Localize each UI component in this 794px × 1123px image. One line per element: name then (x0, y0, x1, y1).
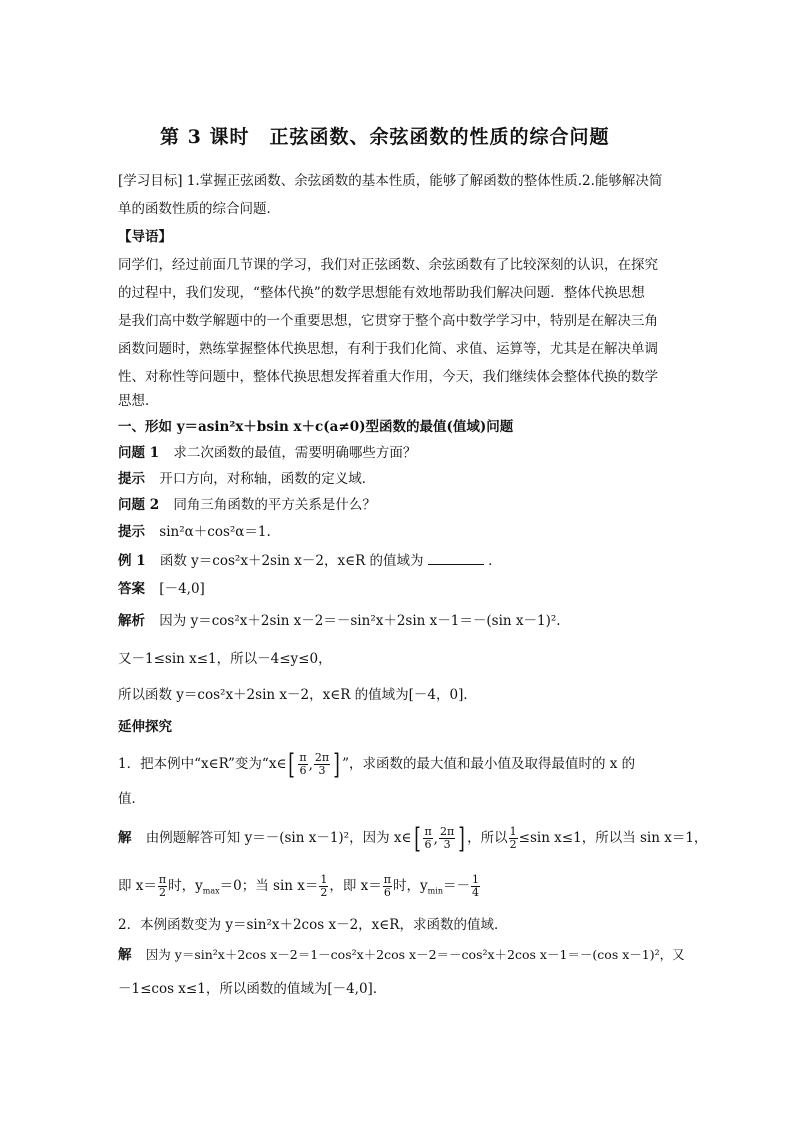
extension-problem-1-end: 值． (118, 791, 145, 807)
hint-2-text: sin²α＋cos²α＝1. (159, 524, 271, 540)
interval-bracket: [ $\frac{\pi}{6}$ , $\frac{2\pi}{3}$ ] (288, 747, 340, 781)
solution-1-label: 解 (118, 830, 132, 846)
question-1-label: 问题 1 (118, 445, 160, 461)
section-1-heading: 一、形如 y＝asin²x＋bsin x＋c(a≠0)型函数的最值(值域)问题 (118, 419, 514, 435)
extension-label: 延伸探究 (118, 719, 172, 735)
fraction-pi-over-6: $\frac{\pi}{6}$ (299, 751, 307, 777)
page-title: 第 3 课时 正弦函数、余弦函数的性质的综合问题 (160, 126, 610, 148)
hint-1-label: 提示 (118, 471, 145, 487)
answer-label: 答案 (118, 581, 145, 597)
solution-2-line-2: －1≤cos x≤1，所以函数的值域为[－4,0]． (118, 981, 387, 997)
intro-label: 【导语】 (118, 229, 172, 245)
interval-bracket-2: [ $\frac{\pi}{6}$ , $\frac{2\pi}{3}$ ] (413, 821, 465, 855)
learning-goal-line-1 (118, 172, 662, 190)
hint-2 (118, 523, 271, 541)
hint-2-label: 提示 (118, 524, 145, 540)
extension-problem-1 (118, 747, 636, 781)
learning-goal-line-2: 单的函数性质的综合问题． (118, 201, 280, 217)
question-1-text: 求二次函数的最值，需要明确哪些方面？ (173, 445, 417, 461)
intro-line-2: 的过程中，我们发现，“整体代换”的数学思想能有效地帮助我们解决问题．整体代换思想 (118, 285, 645, 301)
solution-2-line-1: 解 因为 y＝sin²x＋2cos x－2＝1－cos²x＋2cos x－2＝－cos²x＋2cos x－1＝－(cos x－1)²，又 (118, 947, 685, 963)
extension-problem-2: 2．本例函数变为 y＝sin²x＋2cos x－2，x∈R，求函数的值域． (118, 917, 508, 933)
example-1-label: 例 1 (118, 553, 146, 569)
intro-line-3: 是我们高中数学解题中的一个重要思想，它贯穿于整个高中数学学习中，特别是在解决三角 (118, 313, 658, 329)
ext-p1-b: ”，求函数的最大值和最小值及取得最值时的 x 的 (342, 756, 636, 772)
analysis-line-1 (118, 612, 561, 630)
answer-text: [－4,0] (159, 581, 205, 597)
question-2-label: 问题 2 (118, 497, 160, 513)
answer-blank (428, 552, 484, 565)
ext-p1-a: 1．把本例中“x∈R”变为“x∈ (118, 756, 287, 772)
learning-goal-label: [学习目标] (118, 173, 183, 189)
question-1 (118, 444, 416, 462)
analysis-line-3: 所以函数 y＝cos²x＋2sin x－2，x∈R 的值域为[－4，0]． (118, 687, 477, 703)
hint-1 (118, 470, 375, 488)
intro-line-6: 思想． (118, 393, 159, 409)
solution-1-line-1: 解 由例题解答可知 y＝－(sin x－1)²，因为 x∈ [ $\frac{\pi}{6}$ , $\frac{2\pi}{3}$ ] ，所以 $\frac{1}{2}$ ≤sin x≤1，所以当 sin x＝1， (118, 821, 708, 855)
question-2 (118, 496, 376, 514)
answer (118, 580, 205, 598)
solution-1-line-2: 即 x＝ $\frac{\pi}{2}$ 时，$y_{max}=0$；当 sin x＝ $\frac{1}{2}$ ，即 x＝ $\frac{\pi}{6}$ 时，$y_{min}=-$ $\frac{1}{4}$ (118, 873, 479, 899)
example-1 (118, 552, 502, 570)
hint-1-text: 开口方向，对称轴，函数的定义域． (159, 471, 376, 487)
analysis-label: 解析 (118, 613, 145, 629)
analysis-text-1: 因为 y＝cos²x＋2sin x－2＝－sin²x＋2sin x－1＝－(sin x－1)². (159, 613, 561, 629)
learning-goal-text-1: 1.掌握正弦函数、余弦函数的基本性质，能够了解函数的整体性质.2.能够解决简 (186, 173, 663, 189)
analysis-line-2: 又－1≤sin x≤1，所以－4≤y≤0， (118, 651, 332, 667)
question-2-text: 同角三角函数的平方关系是什么？ (173, 497, 376, 513)
intro-line-4: 函数问题时，熟练掌握整体代换思想，有利于我们化简、求值、运算等，尤其是在解决单调 (118, 341, 658, 357)
solution-2-label: 解 (118, 947, 132, 963)
fraction-2pi-over-3: $\frac{2\pi}{3}$ (314, 751, 330, 777)
example-1-end: ． (488, 553, 502, 569)
intro-line-1: 同学们，经过前面几节课的学习，我们对正弦函数、余弦函数有了比较深刻的认识，在探究 (118, 257, 658, 273)
fraction-1-over-2: $\frac{1}{2}$ (509, 825, 517, 851)
intro-line-5: 性、对称性等问题中，整体代换思想发挥着重大作用，今天，我们继续体会整体代换的数学 (118, 369, 658, 385)
example-1-text: 函数 y＝cos²x＋2sin x－2，x∈R 的值域为 (159, 553, 424, 569)
